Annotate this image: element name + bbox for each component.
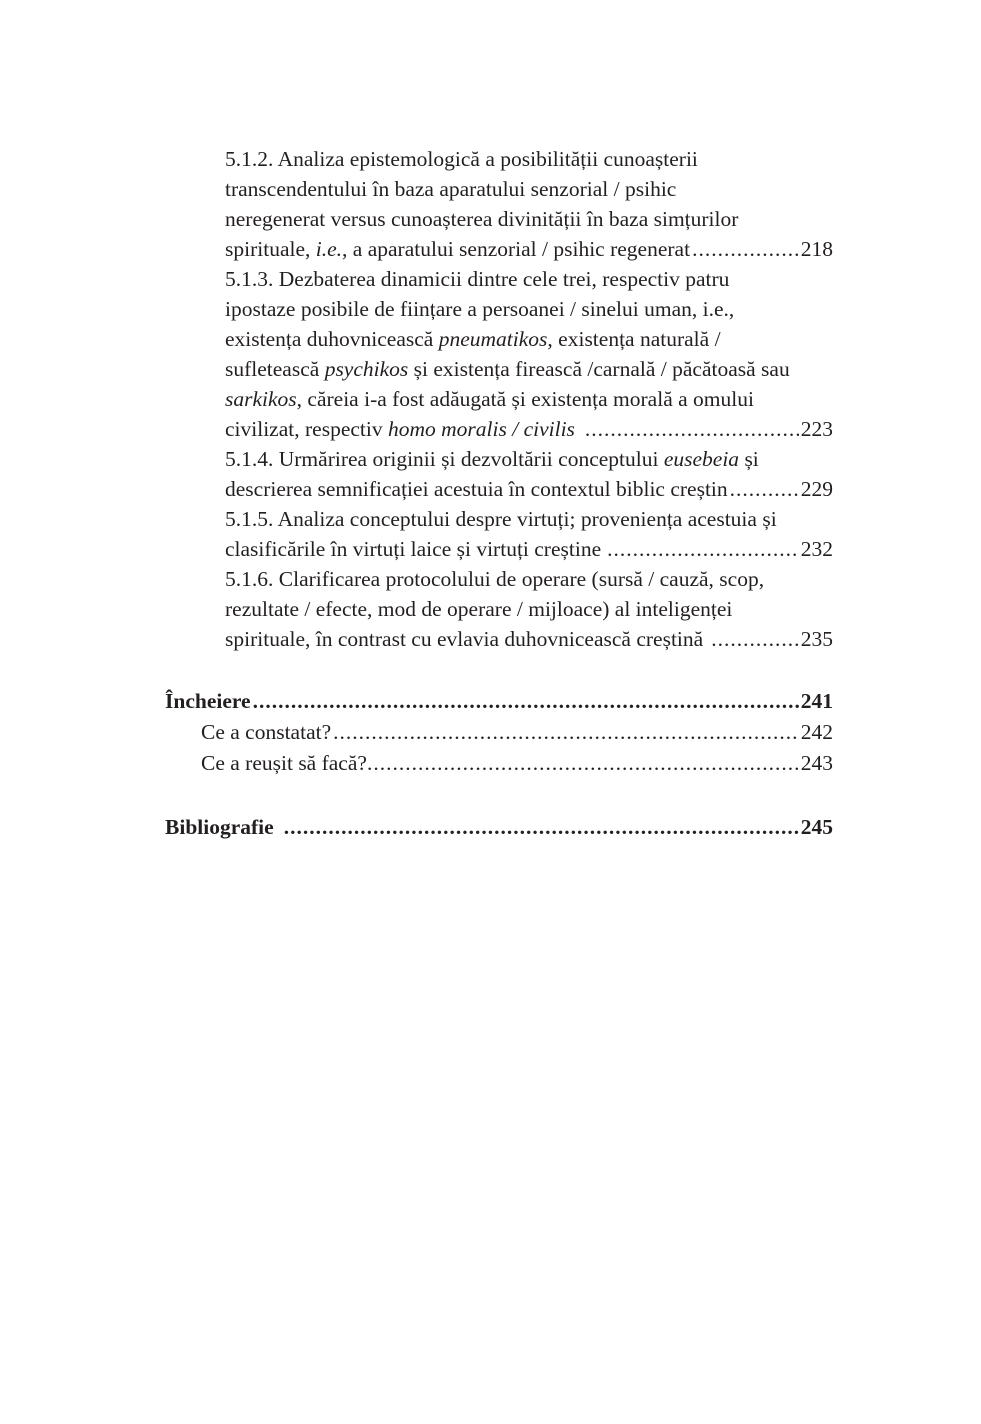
text-run: 5.1.4. Urmărirea originii și dezvoltării conceptului (225, 447, 664, 471)
text-run: civilizat, respectiv (225, 417, 388, 441)
text-run: , existența naturală / (547, 327, 721, 351)
toc-entry-text (225, 414, 575, 444)
toc-entry-line: neregenerat versus cunoașterea divinității în baza simțurilor (225, 207, 739, 231)
dot-leader (711, 624, 799, 654)
text-run: existența duhovnicească (225, 327, 439, 351)
toc-entry-text: descrierea semnificației acestuia în contextul biblic creștin (225, 477, 728, 501)
toc-entry-line: transcendentului în baza aparatului senzorial / psihic (225, 177, 677, 201)
toc-section-incheiere (165, 686, 833, 779)
toc-entry-line (225, 384, 833, 414)
text-run: , căreia i-a fost adăugată și existența morală a omului (296, 387, 754, 411)
italic-run: eusebeia (663, 447, 740, 471)
page-number: 245 (800, 815, 833, 839)
text-run: și (739, 447, 759, 471)
toc-entry-line: 5.1.5. Analiza conceptului despre virtuți; proveniența acestuia și (225, 507, 777, 531)
page-number: 218 (800, 237, 833, 261)
dot-leader (730, 474, 799, 504)
toc-entry-last-line (225, 534, 833, 564)
text-run: și existența firească /carnală / păcătoasă sau (408, 357, 790, 381)
toc-subsection-list (225, 144, 833, 654)
toc-subitem-ce-a-reusit[interactable] (165, 748, 833, 779)
toc-entry-5-1-5[interactable] (225, 504, 833, 564)
toc-entry-line (225, 444, 833, 474)
toc-entry-5-1-4[interactable] (225, 444, 833, 504)
toc-entry-last-line (225, 474, 833, 504)
toc-entry-line: 5.1.6. Clarificarea protocolului de operare (sursă / cauză, scop, (225, 567, 765, 591)
italic-run: i.e. (315, 237, 343, 261)
toc-entry-text: spirituale, în contrast cu evlavia duhovnicească creștină (225, 627, 704, 651)
toc-entry-line (225, 354, 833, 384)
text-run: , a aparatului senzorial / psihic regenerat (342, 237, 691, 261)
toc-section-bibliografie (165, 812, 833, 843)
toc-entry-5-1-3[interactable] (225, 264, 833, 444)
text-run: sufletească (225, 357, 325, 381)
page-number: 241 (800, 689, 833, 713)
chapter-title: Încheiere (165, 689, 251, 713)
dot-leader (607, 534, 799, 564)
toc-entry-line: 5.1.2. Analiza epistemologică a posibilității cunoașterii (225, 147, 698, 171)
toc-chapter-bibliografie[interactable] (165, 812, 833, 843)
toc-entry-last-line (225, 624, 833, 654)
page-number: 223 (800, 417, 833, 441)
toc-subitem-ce-a-constatat[interactable] (165, 717, 833, 748)
toc-entry-last-line (225, 414, 833, 444)
toc-entry-5-1-2[interactable] (225, 144, 833, 264)
toc-entry-last-line (225, 234, 833, 264)
toc-entry-text: clasificările în virtuți laice și virtuți creștine (225, 537, 602, 561)
chapter-title: Bibliografie (165, 815, 274, 839)
italic-run: pneumatikos (438, 327, 548, 351)
toc-entry-line (225, 324, 833, 354)
italic-run: sarkikos (225, 387, 297, 411)
toc-entry-line: ipostaze posibile de ființare a persoanei / sinelui uman, i.e., (225, 297, 735, 321)
dot-leader (333, 717, 799, 748)
dot-leader (284, 812, 799, 843)
toc-entry-5-1-6[interactable] (225, 564, 833, 654)
dot-leader (253, 686, 799, 717)
page-number: 232 (800, 537, 833, 561)
toc-entry-line: 5.1.3. Dezbaterea dinamicii dintre cele trei, respectiv patru (225, 267, 730, 291)
dot-leader (367, 748, 799, 779)
toc-entry-line: rezultate / efecte, mod de operare / mijloace) al inteligenței (225, 597, 733, 621)
page-number: 235 (800, 627, 833, 651)
italic-run: psychikos (324, 357, 409, 381)
subitem-title: Ce a reușit să facă? (201, 751, 367, 775)
dot-leader (585, 414, 799, 444)
page-number: 243 (800, 751, 833, 775)
page-number: 242 (800, 720, 833, 744)
subitem-title: Ce a constatat? (201, 720, 332, 744)
toc-entry-text (225, 234, 690, 264)
italic-run: homo moralis / civilis (387, 417, 575, 441)
toc-chapter-incheiere[interactable] (165, 686, 833, 717)
text-run: spirituale, (225, 237, 316, 261)
dot-leader (692, 234, 799, 264)
page-number: 229 (800, 477, 833, 501)
